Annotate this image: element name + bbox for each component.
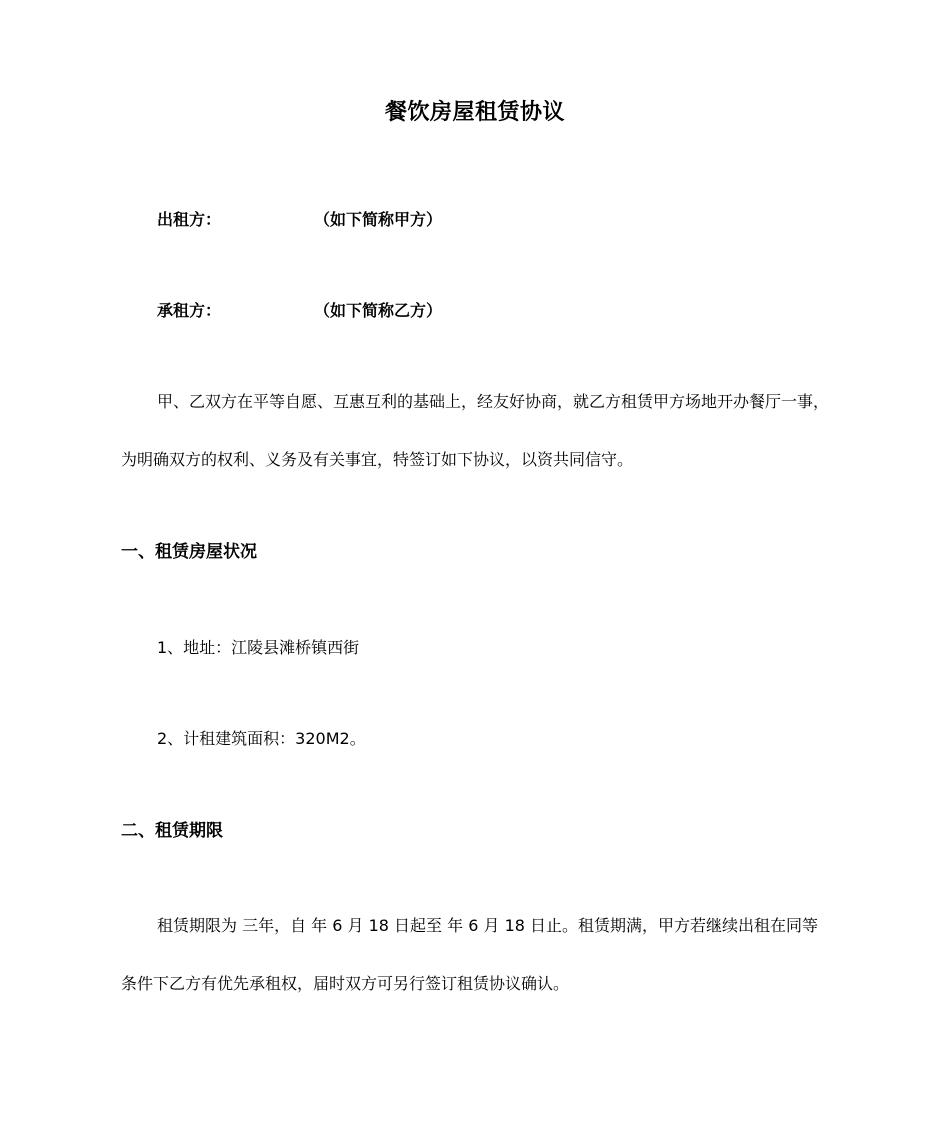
section-1-item-address: 1、地址：江陵县滩桥镇西街 <box>157 638 360 657</box>
section-2-paragraph: 租赁期限为 三年，自 年 6 月 18 日起至 年 6 月 18 日止。租赁期满，甲方若继续出租在同等条件下乙方有优先承租权，届时双方可另行签订租赁协议确认。 <box>121 916 819 993</box>
lessee-label: 承租方： <box>157 301 222 320</box>
lessee-note: （如下简称乙方） <box>314 301 443 320</box>
lessee-line <box>157 296 442 326</box>
intro-paragraph: 甲、乙双方在平等自愿、互惠互利的基础上，经友好协商，就乙方租赁甲方场地开办餐厅一事，为明确双方的权利、义务及有关事宜，特签订如下协议，以资共同信守。 <box>121 392 830 469</box>
document-title: 餐饮房屋租赁协议 <box>384 100 565 125</box>
lessor-note: （如下简称甲方） <box>314 210 443 229</box>
section-1-heading: 一、租赁房屋状况 <box>121 542 257 562</box>
section-1-item-area: 2、计租建筑面积：320M2。 <box>157 729 366 748</box>
section-2-heading: 二、租赁期限 <box>121 821 223 841</box>
lessor-label: 出租方： <box>157 210 222 229</box>
lessor-line <box>157 205 442 235</box>
